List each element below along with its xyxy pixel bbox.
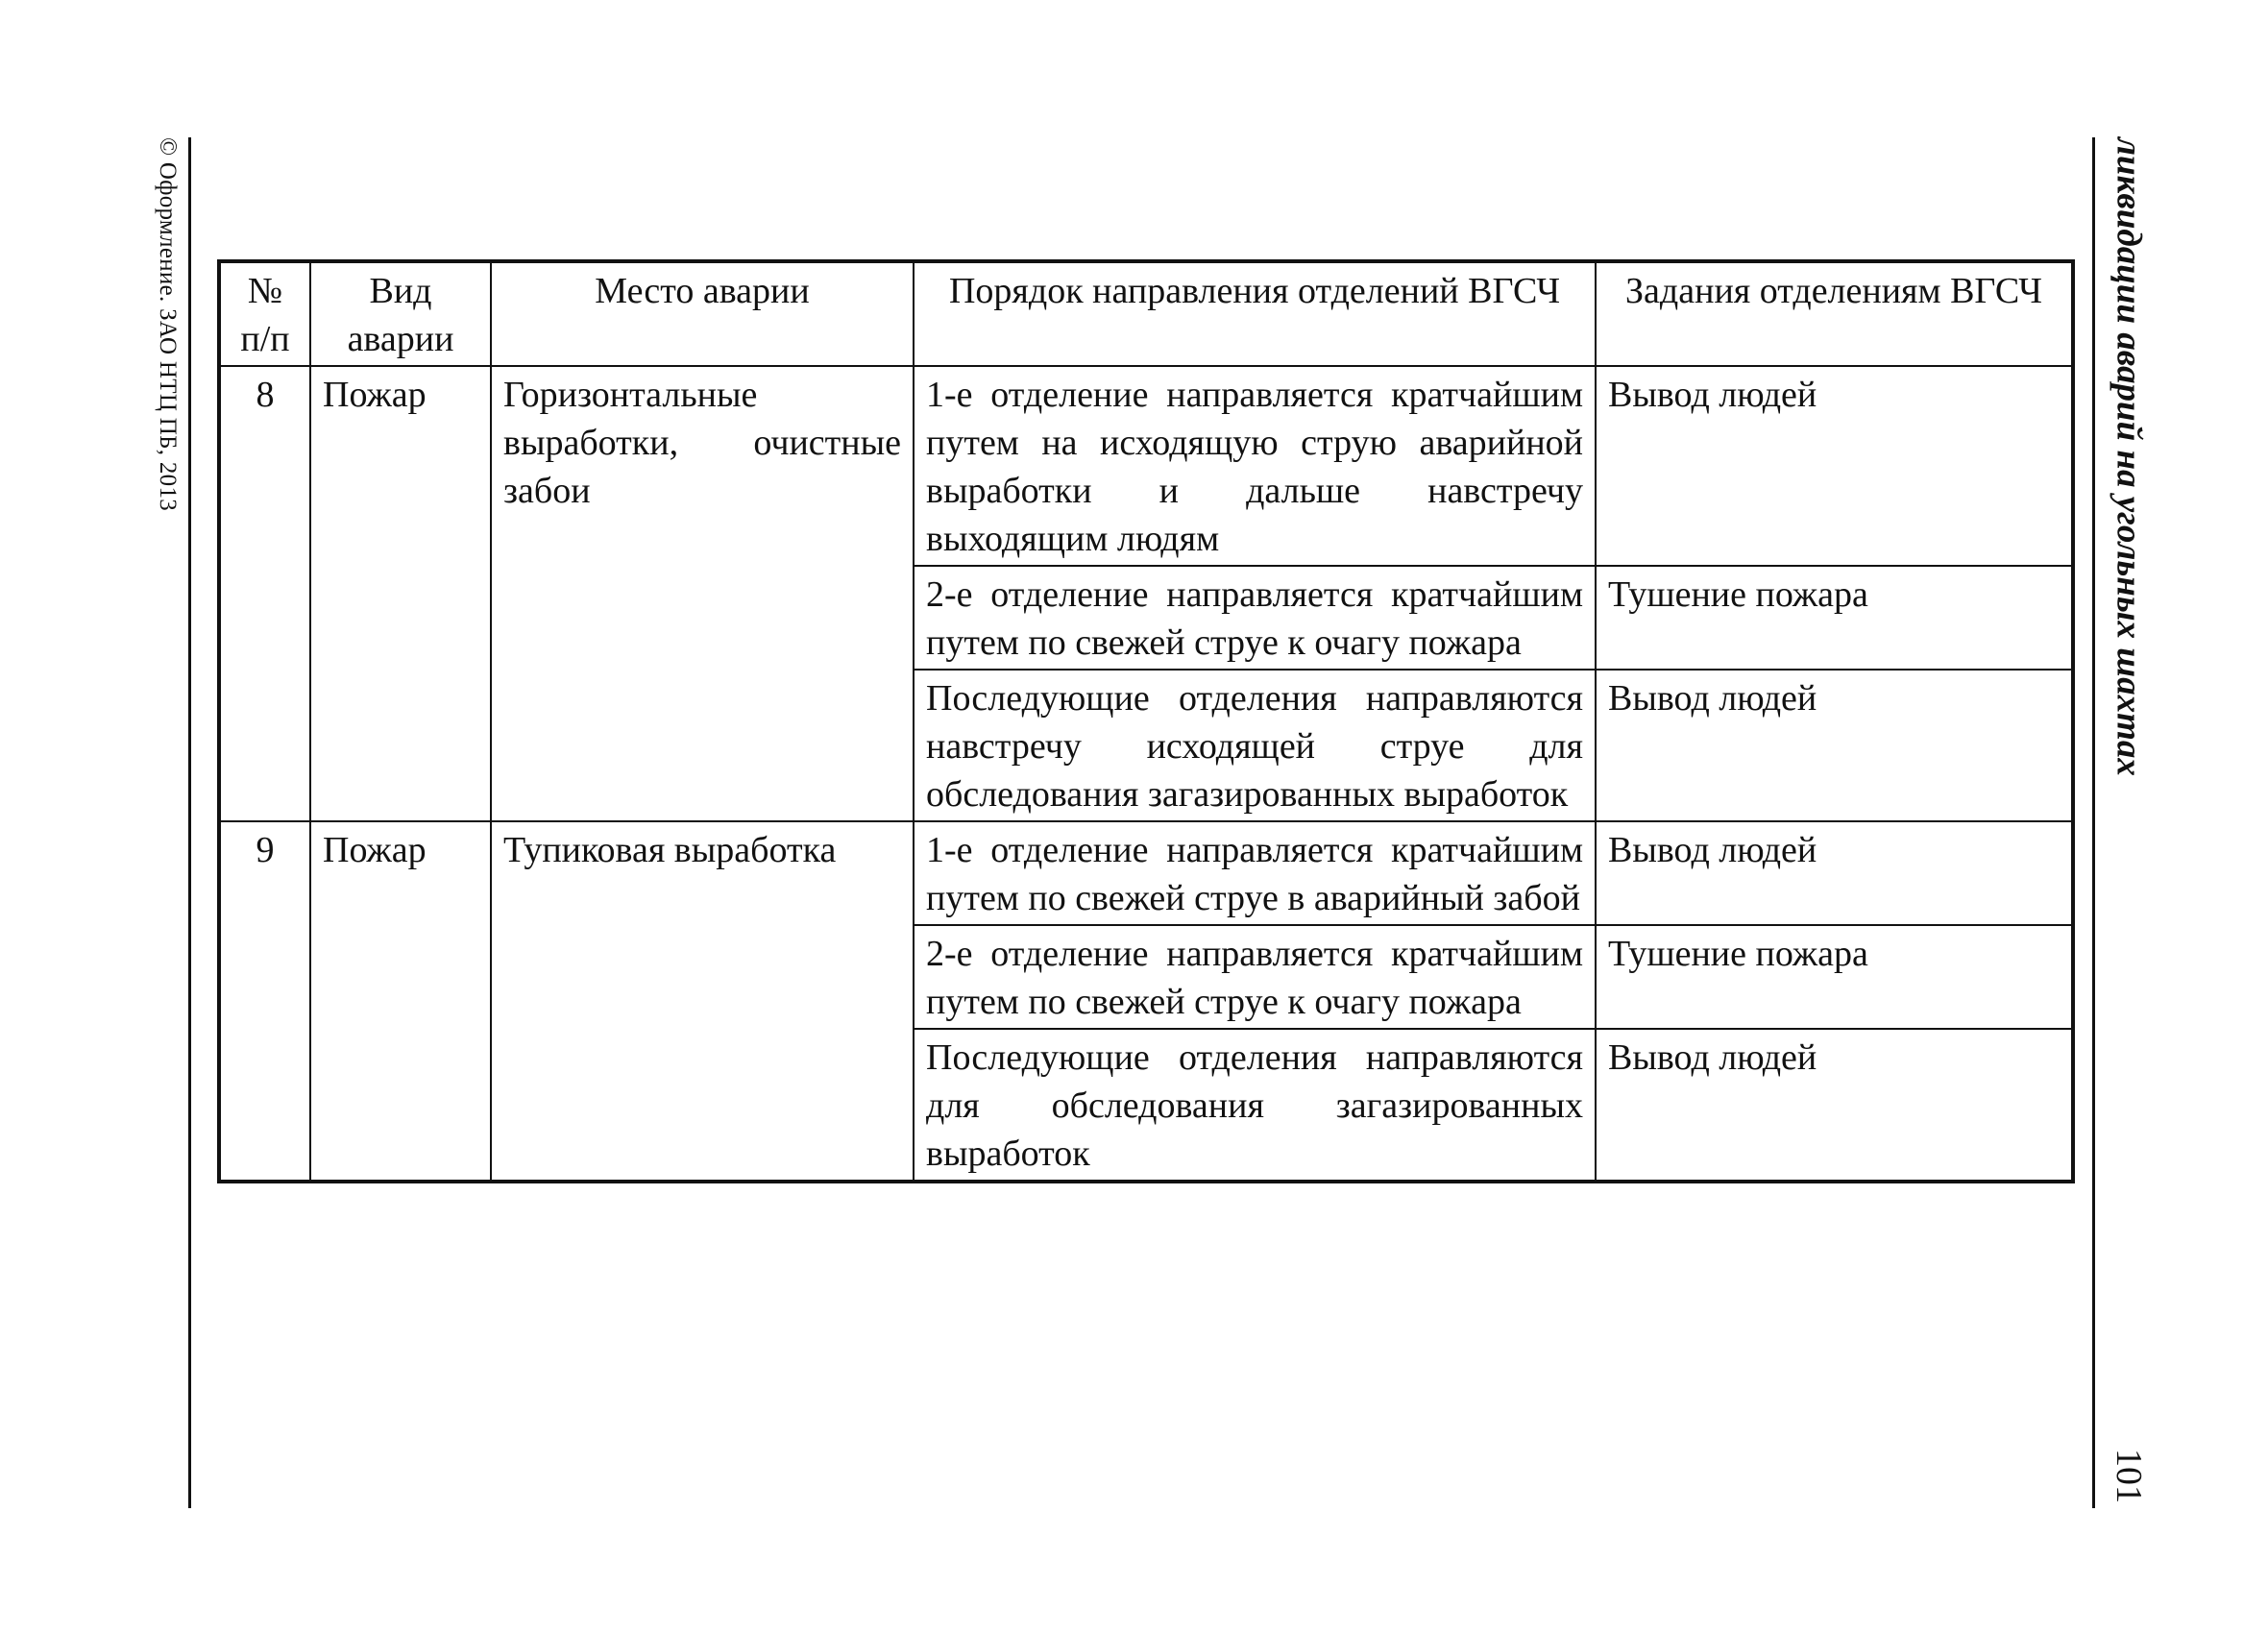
task: Вывод людей <box>1596 670 2073 821</box>
accident-place: Тупиковая выработка <box>491 821 914 1182</box>
task: Тушение пожара <box>1596 566 2073 670</box>
copyright-text: © Оформление. ЗАО НТЦ ПБ, 2013 <box>155 137 181 512</box>
dispatch-order: Последующие отделения направляются навстречу исходящей струе для обследования загазированных выработок <box>914 670 1596 821</box>
left-margin-rule <box>188 137 191 1508</box>
header-dispatch-order: Порядок направления отделений ВГСЧ <box>914 261 1596 366</box>
task: Тушение пожара <box>1596 925 2073 1029</box>
right-margin-rule <box>2092 137 2095 1508</box>
dispatch-order: 2-е отделение направляется кратчайшим путем по свежей струе к очагу пожара <box>914 925 1596 1029</box>
table-header-row <box>219 261 2073 366</box>
header-accident-place: Место аварии <box>491 261 914 366</box>
dispatch-order: Последующие отделения направляются для обследования загазированных выработок <box>914 1029 1596 1182</box>
task: Вывод людей <box>1596 821 2073 925</box>
accident-place: Горизонтальные выработки, очистные забои <box>491 366 914 821</box>
running-header-text: ликвидации аварий на угольных шахтах <box>2109 137 2149 776</box>
row-number: 9 <box>219 821 310 1182</box>
task: Вывод людей <box>1596 366 2073 566</box>
accident-type: Пожар <box>310 821 491 1182</box>
page-number-text: 101 <box>2109 1449 2149 1503</box>
header-number: № п/п <box>219 261 310 366</box>
header-tasks: Задания отделениям ВГСЧ <box>1596 261 2073 366</box>
table-row <box>219 821 2073 925</box>
accident-response-table <box>217 259 2075 1183</box>
dispatch-order: 2-е отделение направляется кратчайшим путем по свежей струе к очагу пожара <box>914 566 1596 670</box>
dispatch-order: 1-е отделение направляется кратчайшим путем по свежей струе в аварийный забой <box>914 821 1596 925</box>
table-row <box>219 366 2073 566</box>
dispatch-order: 1-е отделение направляется кратчайшим путем на исходящую струю аварийной выработки и дальше навстречу выходящим людям <box>914 366 1596 566</box>
accident-type: Пожар <box>310 366 491 821</box>
task: Вывод людей <box>1596 1029 2073 1182</box>
row-number: 8 <box>219 366 310 821</box>
header-accident-type: Вид аварии <box>310 261 491 366</box>
